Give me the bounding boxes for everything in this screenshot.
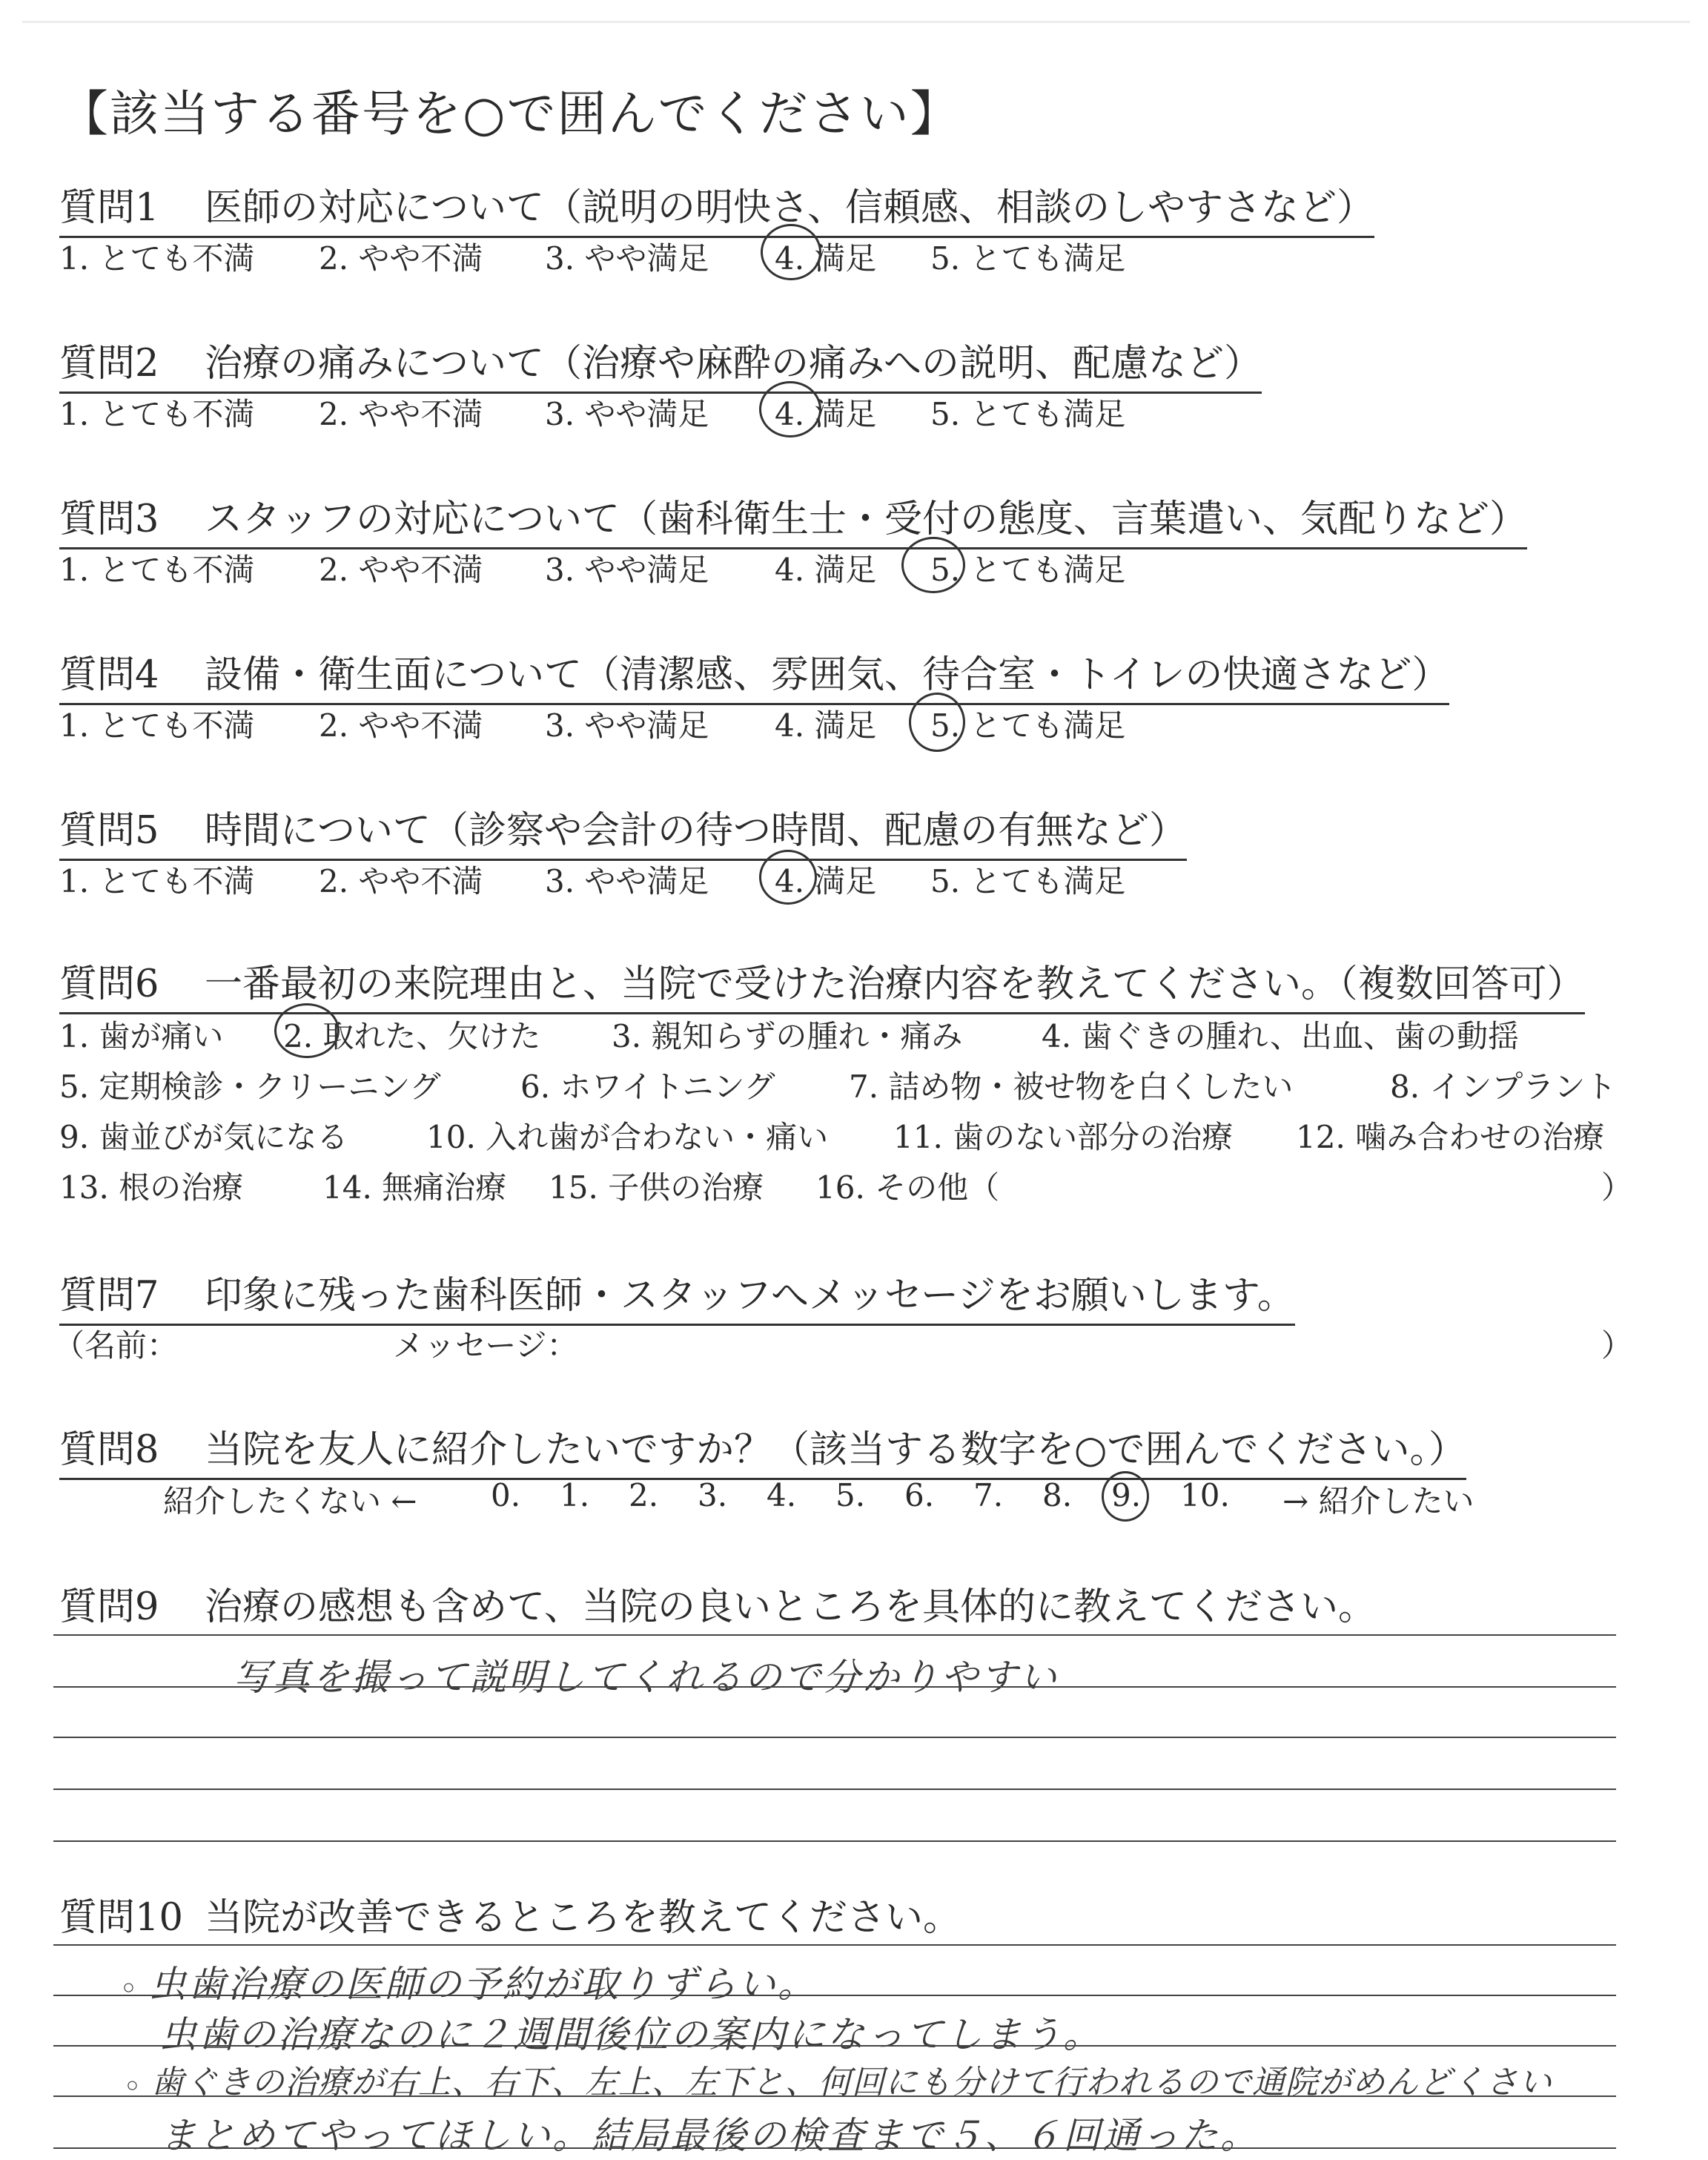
q6-number: 質問6	[59, 962, 159, 1006]
q4-answer-circle	[909, 693, 965, 752]
q8-left-label: 紹介したくない ←	[163, 1483, 417, 1519]
q8-option-10[interactable]: 10.	[1180, 1477, 1230, 1513]
q8-answer-circle	[1102, 1471, 1149, 1522]
q5-answer-circle	[759, 850, 817, 905]
q5-option-4[interactable]: 4. 満足	[775, 863, 877, 899]
q4-text: 設備・衛生面について（清潔感、雰囲気、待合室・トイレの快適さなど）	[205, 653, 1450, 697]
q1-number: 質問1	[59, 186, 159, 230]
q6-option-3[interactable]: 3. 親知らずの腫れ・痛み	[612, 1018, 963, 1054]
q6-text: 一番最初の来院理由と、当院で受けた治療内容を教えてください。（複数回答可）	[205, 962, 1585, 1006]
q10-line-1	[53, 1944, 1616, 1946]
q5-number: 質問5	[59, 809, 159, 853]
q5-option-5[interactable]: 5. とても満足	[930, 863, 1126, 899]
q4-option-4[interactable]: 4. 満足	[775, 707, 877, 744]
q8-option-3[interactable]: 3.	[698, 1477, 728, 1513]
q10-title	[59, 1886, 961, 1941]
q8-option-5[interactable]: 5.	[835, 1477, 866, 1513]
q8-option-0[interactable]: 0.	[491, 1477, 521, 1513]
q8-right-label: → 紹介したい	[1282, 1483, 1474, 1519]
q10-line-5	[53, 2147, 1616, 2149]
q9-handwritten-answer: 写真を撮って説明してくれるので分かりやすい	[234, 1656, 1059, 1699]
q5-text: 時間について（診察や会計の待つ時間、配慮の有無など）	[205, 809, 1187, 853]
q3-number: 質問3	[59, 498, 159, 541]
q9-text: 治療の感想も含めて、当院の良いところを具体的に教えてください。	[205, 1585, 1376, 1629]
q6-option-7[interactable]: 7. 詰め物・被せ物を白くしたい	[849, 1069, 1294, 1105]
q10-answer-line-3: ○ 歯ぐきの治療が右上、右下、左上、左下と、何回にも分けて行われるので通院がめんどくさい	[126, 2064, 1552, 2101]
q6-option-16[interactable]: 16. その他（	[815, 1169, 1000, 1206]
q5-option-2[interactable]: 2. やや不満	[319, 863, 483, 899]
q2-option-5[interactable]: 5. とても満足	[930, 396, 1126, 432]
q5-option-1[interactable]: 1. とても不満	[59, 863, 255, 899]
q2-number: 質問2	[59, 342, 159, 386]
q8-option-9[interactable]: 9.	[1111, 1477, 1142, 1513]
q3-option-2[interactable]: 2. やや不満	[319, 552, 483, 588]
q9-line-2	[53, 1686, 1616, 1688]
q8-option-7[interactable]: 7.	[973, 1477, 1004, 1513]
q8-option-4[interactable]: 4.	[767, 1477, 797, 1513]
q10-number: 質問10	[59, 1896, 183, 1940]
q3-option-3[interactable]: 3. やや満足	[545, 552, 709, 588]
q6-option-1[interactable]: 1. 歯が痛い	[59, 1018, 224, 1054]
q1-option-1[interactable]: 1. とても不満	[59, 240, 255, 277]
q9-line-1	[53, 1634, 1616, 1636]
q9-line-5	[53, 1840, 1616, 1842]
q7-number: 質問7	[59, 1274, 159, 1318]
q5-title	[59, 799, 1187, 861]
q3-option-1[interactable]: 1. とても不満	[59, 552, 255, 588]
q6-option-10[interactable]: 10. 入れ歯が合わない・痛い	[426, 1119, 829, 1155]
q9-number: 質問9	[59, 1585, 159, 1629]
q6-other-close: ）	[1601, 1169, 1633, 1206]
q10-answer-line-1: ○ 虫歯治療の医師の予約が取りずらい。	[122, 1963, 817, 2006]
q2-option-2[interactable]: 2. やや不満	[319, 396, 483, 432]
q9-line-3	[53, 1737, 1616, 1738]
q4-option-5[interactable]: 5. とても満足	[930, 707, 1126, 744]
q7-text: 印象に残った歯科医師・スタッフへメッセージをお願いします。	[205, 1274, 1295, 1318]
q6-options-row-4	[59, 1163, 1631, 1205]
q3-option-4[interactable]: 4. 満足	[775, 552, 877, 588]
q2-option-1[interactable]: 1. とても不満	[59, 396, 255, 432]
q4-option-2[interactable]: 2. やや不満	[319, 707, 483, 744]
q7-title	[59, 1264, 1295, 1326]
q4-option-3[interactable]: 3. やや満足	[545, 707, 709, 744]
q3-text: スタッフの対応について（歯科衛生士・受付の態度、言葉遣い、気配りなど）	[205, 498, 1527, 541]
q6-option-12[interactable]: 12. 噛み合わせの治療	[1296, 1119, 1605, 1155]
q2-option-4[interactable]: 4. 満足	[775, 396, 877, 432]
q6-option-15[interactable]: 15. 子供の治療	[549, 1169, 764, 1206]
q6-option-4[interactable]: 4. 歯ぐきの腫れ、出血、歯の動揺	[1042, 1018, 1519, 1054]
q8-text: 当院を友人に紹介したいですか？（該当する数字を○で囲んでください。）	[205, 1428, 1467, 1472]
q6-option-5[interactable]: 5. 定期検診・クリーニング	[59, 1069, 441, 1105]
q8-number: 質問8	[59, 1428, 159, 1472]
q7-close: ）	[1601, 1327, 1633, 1364]
q6-option-9[interactable]: 9. 歯並びが気になる	[59, 1119, 348, 1155]
q4-option-1[interactable]: 1. とても不満	[59, 707, 255, 744]
q1-option-5[interactable]: 5. とても満足	[930, 240, 1126, 277]
q10-line-3	[53, 2045, 1616, 2047]
q4-number: 質問4	[59, 653, 159, 697]
q4-title	[59, 644, 1449, 705]
q8-option-2[interactable]: 2.	[629, 1477, 659, 1513]
q7-message-label: メッセージ：	[393, 1327, 578, 1364]
q1-text: 医師の対応について（説明の明快さ、信頼感、相談のしやすさなど）	[205, 186, 1374, 230]
q1-option-3[interactable]: 3. やや満足	[545, 240, 709, 277]
q6-option-14[interactable]: 14. 無痛治療	[322, 1169, 507, 1206]
q8-option-1[interactable]: 1.	[560, 1477, 590, 1513]
q5-option-3[interactable]: 3. やや満足	[545, 863, 709, 899]
q3-answer-circle	[901, 537, 965, 593]
q6-option-11[interactable]: 11. 歯のない部分の治療	[893, 1119, 1234, 1155]
q6-option-13[interactable]: 13. 根の治療	[59, 1169, 244, 1206]
q1-answer-circle	[761, 224, 821, 280]
q7-name-label: （名前：	[53, 1327, 179, 1364]
q7-message-row	[53, 1321, 1633, 1364]
q6-option-2[interactable]: 2. 取れた、欠けた	[283, 1018, 541, 1054]
q8-title	[59, 1418, 1466, 1480]
q6-title	[59, 953, 1585, 1014]
q8-option-6[interactable]: 6.	[904, 1477, 935, 1513]
q6-option-6[interactable]: 6. ホワイトニング	[520, 1069, 775, 1105]
q10-answer-line-2: 虫歯の治療なのに２週間後位の案内になってしまう。	[159, 2013, 1102, 2056]
q2-option-3[interactable]: 3. やや満足	[545, 396, 709, 432]
q8-option-8[interactable]: 8.	[1042, 1477, 1073, 1513]
q9-title	[59, 1576, 1376, 1631]
q2-text: 治療の痛みについて（治療や麻酔の痛みへの説明、配慮など）	[205, 342, 1262, 386]
q10-line-4	[53, 2095, 1616, 2097]
q10-line-2	[53, 1995, 1616, 1996]
q1-option-4[interactable]: 4. 満足	[775, 240, 877, 277]
q1-option-2[interactable]: 2. やや不満	[319, 240, 483, 277]
q10-text: 当院が改善できるところを教えてください。	[205, 1896, 961, 1940]
scan-edge-line	[22, 21, 1690, 23]
q1-title	[59, 176, 1374, 238]
q9-line-4	[53, 1789, 1616, 1790]
form-header: 【該当する番号を○で囲んでください】	[59, 85, 961, 142]
q6-option-8[interactable]: 8. インプラント	[1390, 1069, 1617, 1105]
q3-title	[59, 488, 1527, 549]
q2-answer-circle	[759, 381, 821, 437]
q2-title	[59, 332, 1262, 394]
q3-option-5[interactable]: 5. とても満足	[930, 552, 1126, 588]
q10-answer-line-4: まとめてやってほしい。結局最後の検査まで５、６回通った。	[159, 2114, 1260, 2157]
q6-answer-circle	[274, 1003, 340, 1058]
